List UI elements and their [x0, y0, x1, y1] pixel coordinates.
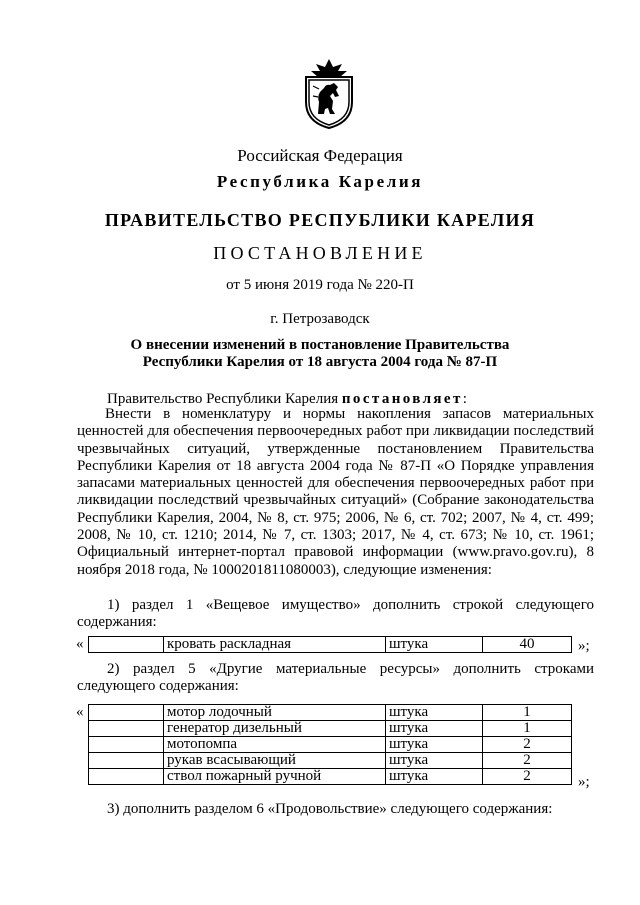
- item-2-text: 2) раздел 5 «Другие материальные ресурсы» дополнить строками следующего содержания:: [77, 661, 594, 695]
- document-city: г. Петрозаводск: [270, 311, 370, 327]
- intro-prefix: Правительство Республики Карелия: [107, 391, 342, 407]
- republic-name: Республика Карелия: [216, 172, 424, 191]
- table-row: [89, 769, 572, 785]
- document-subject: [0, 337, 640, 371]
- table-cell-blank: [89, 753, 164, 769]
- table-cell-qty: 2: [483, 737, 572, 753]
- government-title: ПРАВИТЕЛЬСТВО РЕСПУБЛИКИ КАРЕЛИЯ: [104, 210, 536, 230]
- table-cell-unit: штука: [386, 637, 483, 653]
- table-cell-qty: 1: [483, 705, 572, 721]
- table-cell-qty: 40: [483, 637, 572, 653]
- document-date-number: от 5 июня 2019 года № 220-П: [226, 277, 414, 293]
- intro-decree-word: постановляет: [341, 391, 463, 407]
- table-cell-blank: [89, 705, 164, 721]
- table-cell-name: кровать раскладная: [164, 637, 386, 653]
- table-cell-qty: 1: [483, 721, 572, 737]
- document-type: ПОСТАНОВЛЕНИЕ: [213, 243, 427, 263]
- table-cell-blank: [89, 737, 164, 753]
- intro-suffix: :: [462, 391, 467, 407]
- item-2-open-quote: «: [76, 704, 84, 720]
- table-cell-qty: 2: [483, 753, 572, 769]
- table-cell-blank: [89, 769, 164, 785]
- table-cell-blank: [89, 721, 164, 737]
- table-cell-name: мотор лодочный: [164, 705, 386, 721]
- table-cell-unit: штука: [386, 705, 483, 721]
- table-cell-unit: штука: [386, 721, 483, 737]
- item-1-text: 1) раздел 1 «Вещевое имущество» дополнить строкой следующего содержания:: [77, 597, 594, 631]
- subject-line-1: О внесении изменений в постановление Правительства: [130, 337, 510, 353]
- table-row: [89, 753, 572, 769]
- table-cell-name: рукав всасывающий: [164, 753, 386, 769]
- subject-line-2: Республики Карелия от 18 августа 2004 года № 87-П: [142, 354, 498, 370]
- table-cell-name: генератор дизельный: [164, 721, 386, 737]
- table-cell-unit: штука: [386, 737, 483, 753]
- table-cell-unit: штука: [386, 769, 483, 785]
- table-row: [89, 721, 572, 737]
- table-cell-unit: штука: [386, 753, 483, 769]
- table-row: [89, 705, 572, 721]
- table-row: [89, 737, 572, 753]
- item-1-table: [88, 636, 572, 653]
- item-2-close-quote: »;: [578, 774, 590, 790]
- main-paragraph: Внести в номенклатуру и нормы накопления запасов материальных ценностей для обеспечения первоочередных работ при ликвидации последствий чрезвычайных ситуаций, утвержденные постановлением Правительства Республики Карелия от 18 августа 2004 года № 87-П «О Порядке управления запасами материальных ценностей для обеспечения первоочередных работ при ликвидации последствий чрезвычайных ситуаций» (Собрание законодательства Республики Карелия, 2004, № 8, ст. 975; 2006, № 6, ст. 702; 2007, № 4, ст. 499; 2008, № 10, ст. 1210; 2014, № 7, ст. 1303; 2017, № 4, ст. 673; № 10, ст. 1961; Официальный интернет-портал правовой информации (www.pravo.gov.ru), 8 ноября 2018 года, № 1000201811080003), следующие изменения:: [77, 406, 594, 578]
- table-cell-name: мотопомпа: [164, 737, 386, 753]
- item-2-table: [88, 704, 572, 785]
- item-1-open-quote: «: [76, 636, 84, 652]
- table-cell-blank: [89, 637, 164, 653]
- country-name: Российская Федерация: [237, 146, 403, 165]
- table-row: [89, 637, 572, 653]
- item-1-close-quote: »;: [578, 638, 590, 654]
- table-cell-name: ствол пожарный ручной: [164, 769, 386, 785]
- item-3-text: 3) дополнить разделом 6 «Продовольствие» следующего содержания:: [107, 801, 553, 817]
- karelia-coat-of-arms-emblem: [300, 56, 358, 130]
- table-cell-qty: 2: [483, 769, 572, 785]
